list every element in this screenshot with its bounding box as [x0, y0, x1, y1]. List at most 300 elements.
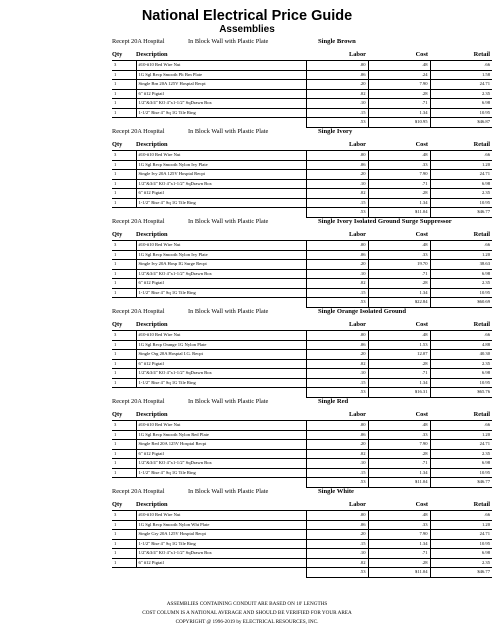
cell-qty: 1: [112, 530, 136, 540]
cell-qty: 1: [112, 558, 136, 568]
table-row: [112, 331, 492, 341]
cell-retail: .66: [430, 511, 492, 521]
section-header: [0, 216, 494, 227]
cell-retail: 24.71: [430, 530, 492, 540]
cell-labor: .06: [306, 340, 368, 350]
cell-description: 1G Sgl Recp Smooth Nylon Ivy Plate: [136, 160, 306, 170]
section-header: [0, 36, 494, 47]
cell-qty: 1: [112, 430, 136, 440]
total-labor: .53: [306, 118, 368, 128]
cell-cost: .28: [368, 89, 430, 99]
cell-retail: 6.98: [430, 549, 492, 559]
cell-labor: .02: [306, 449, 368, 459]
cell-retail: 10.95: [430, 108, 492, 118]
total-cost: $10.95: [368, 118, 430, 128]
table-row: [112, 108, 492, 118]
table-row: [112, 160, 492, 170]
section-header: [0, 486, 494, 497]
total-cost: $11.04: [368, 208, 430, 218]
total-labor: .53: [306, 478, 368, 488]
items-table: [112, 230, 492, 308]
cell-qty: 1: [112, 179, 136, 189]
cell-cost: .33: [368, 160, 430, 170]
cell-cost: .28: [368, 558, 430, 568]
cell-cost: .28: [368, 279, 430, 289]
col-header-retail: Retail: [430, 230, 492, 241]
cell-labor: .10: [306, 459, 368, 469]
total-retail: $46.87: [430, 118, 492, 128]
table-row: [112, 260, 492, 270]
total-cost: $22.84: [368, 298, 430, 308]
cell-retail: 6.98: [430, 369, 492, 379]
cell-retail: 1.58: [430, 70, 492, 80]
cell-retail: 6.98: [430, 459, 492, 469]
col-header-cost: Cost: [368, 50, 430, 61]
cell-labor: .20: [306, 170, 368, 180]
cell-retail: 1.20: [430, 520, 492, 530]
cell-description: 1/2"&3/4" KO 4"x1-1/2" SqDrawn Box: [136, 459, 306, 469]
col-header-cost: Cost: [368, 320, 430, 331]
cell-qty: 1: [112, 89, 136, 99]
cell-retail: 6.98: [430, 99, 492, 109]
cell-labor: .02: [306, 558, 368, 568]
table-header-row: [112, 140, 492, 151]
cell-cost: 12.07: [368, 350, 430, 360]
col-header-cost: Cost: [368, 500, 430, 511]
cell-qty: 1: [112, 468, 136, 478]
cell-labor: .00: [306, 241, 368, 251]
cell-retail: 2.35: [430, 558, 492, 568]
cell-qty: 1: [112, 340, 136, 350]
cell-description: 1G Sgl Recp Smooth Nylon Wht Plate: [136, 520, 306, 530]
cell-qty: 1: [112, 350, 136, 360]
cell-qty: 1: [112, 449, 136, 459]
total-retail: $65.76: [430, 388, 492, 398]
cell-qty: 1: [112, 108, 136, 118]
cell-retail: 6.98: [430, 179, 492, 189]
col-header-qty: Qty: [112, 230, 136, 241]
table-row: [112, 279, 492, 289]
total-cost: $11.04: [368, 568, 430, 578]
table-row: [112, 241, 492, 251]
section-variant: Single Brown: [318, 38, 356, 45]
cell-description: #10-#10 Red Wire Nut: [136, 241, 306, 251]
page-title: National Electrical Price Guide: [141, 8, 353, 24]
section-wall-type: In Block Wall with Plastic Plate: [188, 38, 269, 45]
cell-labor: .02: [306, 359, 368, 369]
cell-cost: .48: [368, 151, 430, 161]
col-header-description: Description: [136, 320, 306, 331]
cell-qty: 3: [112, 151, 136, 161]
cell-labor: .20: [306, 440, 368, 450]
cell-description: #10-#10 Red Wire Nut: [136, 511, 306, 521]
cell-description: #10-#10 Red Wire Nut: [136, 421, 306, 431]
cell-labor: .15: [306, 378, 368, 388]
cell-labor: .06: [306, 430, 368, 440]
cell-cost: 7.90: [368, 170, 430, 180]
cell-retail: 10.95: [430, 468, 492, 478]
col-header-description: Description: [136, 50, 306, 61]
table-row: [112, 151, 492, 161]
cell-description: Single Ivy 20A 125V Hosptal Recpt: [136, 170, 306, 180]
cell-qty: 1: [112, 250, 136, 260]
table-row: [112, 440, 492, 450]
assembly-sections: [0, 36, 494, 576]
items-table: [112, 50, 492, 128]
cell-retail: 6.98: [430, 269, 492, 279]
cell-cost: .48: [368, 241, 430, 251]
section-name: Recept 20A Hospital: [112, 38, 165, 45]
cell-qty: 1: [112, 269, 136, 279]
cell-retail: 24.71: [430, 440, 492, 450]
cell-qty: 1: [112, 459, 136, 469]
cell-cost: .48: [368, 331, 430, 341]
cell-retail: .66: [430, 151, 492, 161]
col-header-retail: Retail: [430, 500, 492, 511]
cell-cost: 1.34: [368, 288, 430, 298]
cell-retail: 1.20: [430, 160, 492, 170]
table-header-row: [112, 320, 492, 331]
cell-cost: 19.70: [368, 260, 430, 270]
cell-retail: 2.35: [430, 189, 492, 199]
cell-retail: .66: [430, 331, 492, 341]
cell-labor: .02: [306, 279, 368, 289]
cell-labor: .15: [306, 198, 368, 208]
cell-description: 1-1/2" Rise 4" Sq 1G Tile Ring: [136, 198, 306, 208]
cell-cost: .48: [368, 511, 430, 521]
total-row: [112, 568, 492, 578]
col-header-qty: Qty: [112, 50, 136, 61]
assembly-section: [0, 126, 494, 216]
section-variant: Single Orange Isolated Ground: [318, 308, 406, 315]
cell-description: 1G Sgl Recp Smooth Nylon Red Plate: [136, 430, 306, 440]
cell-description: 6" #12 Pigtail: [136, 449, 306, 459]
cell-cost: .71: [368, 369, 430, 379]
section-name: Recept 20A Hospital: [112, 398, 165, 405]
cell-description: 1/2"&3/4" KO 4"x1-1/2" SqDrawn Box: [136, 179, 306, 189]
table-row: [112, 80, 492, 90]
table-row: [112, 549, 492, 559]
cell-description: 1G Sgl Recp Smooth Plt Brn Plate: [136, 70, 306, 80]
section-header: [0, 306, 494, 317]
cell-labor: .00: [306, 151, 368, 161]
section-name: Recept 20A Hospital: [112, 308, 165, 315]
cell-retail: .66: [430, 241, 492, 251]
cell-labor: .20: [306, 530, 368, 540]
cell-qty: 1: [112, 539, 136, 549]
cell-qty: 3: [112, 241, 136, 251]
table-header-row: [112, 410, 492, 421]
cell-description: Single Brn 20A 125V Hosptal Recpt: [136, 80, 306, 90]
cell-retail: 10.95: [430, 378, 492, 388]
section-wall-type: In Block Wall with Plastic Plate: [188, 398, 269, 405]
col-header-cost: Cost: [368, 230, 430, 241]
section-name: Recept 20A Hospital: [112, 218, 165, 225]
col-header-retail: Retail: [430, 140, 492, 151]
cell-description: 1-1/2" Rise 4" Sq 1G Tile Ring: [136, 108, 306, 118]
cell-qty: 1: [112, 369, 136, 379]
cell-retail: .66: [430, 61, 492, 71]
cell-cost: .48: [368, 61, 430, 71]
table-row: [112, 269, 492, 279]
cell-labor: .15: [306, 468, 368, 478]
cell-retail: 2.35: [430, 359, 492, 369]
col-header-retail: Retail: [430, 320, 492, 331]
cell-cost: .28: [368, 359, 430, 369]
cell-qty: 1: [112, 160, 136, 170]
cell-retail: 2.35: [430, 449, 492, 459]
col-header-description: Description: [136, 230, 306, 241]
assembly-section: [0, 396, 494, 486]
cell-description: 1/2"&3/4" KO 4"x1-1/2" SqDrawn Box: [136, 99, 306, 109]
cell-qty: 1: [112, 440, 136, 450]
col-header-qty: Qty: [112, 320, 136, 331]
cell-qty: 3: [112, 331, 136, 341]
table-row: [112, 558, 492, 568]
total-retail: $46.77: [430, 208, 492, 218]
cell-qty: 1: [112, 99, 136, 109]
cell-qty: 3: [112, 61, 136, 71]
cell-qty: 1: [112, 260, 136, 270]
section-variant: Single Red: [318, 398, 349, 405]
assembly-section: [0, 486, 494, 576]
footer-line-cost-note: COST COLUMN IS A NATIONAL AVERAGE AND SHOULD BE VERIFIED FOR YOUR AREA: [142, 610, 352, 616]
table-row: [112, 520, 492, 530]
total-labor: .53: [306, 298, 368, 308]
cell-cost: .28: [368, 189, 430, 199]
table-row: [112, 459, 492, 469]
table-row: [112, 530, 492, 540]
total-labor: .53: [306, 208, 368, 218]
table-header-row: [112, 230, 492, 241]
cell-labor: .20: [306, 80, 368, 90]
cell-description: #10-#10 Red Wire Nut: [136, 61, 306, 71]
cell-cost: 1.34: [368, 468, 430, 478]
cell-labor: .00: [306, 511, 368, 521]
col-header-labor: Labor: [306, 230, 368, 241]
cell-qty: 3: [112, 511, 136, 521]
table-row: [112, 359, 492, 369]
col-header-labor: Labor: [306, 410, 368, 421]
table-row: [112, 350, 492, 360]
cell-labor: .06: [306, 250, 368, 260]
cell-cost: 1.34: [368, 378, 430, 388]
cell-cost: 1.53: [368, 340, 430, 350]
cell-cost: .71: [368, 99, 430, 109]
cell-cost: .48: [368, 421, 430, 431]
table-row: [112, 468, 492, 478]
cell-retail: .66: [430, 421, 492, 431]
cell-cost: 1.34: [368, 198, 430, 208]
cell-description: 1-1/2" Rise 4" Sq 1G Tile Ring: [136, 468, 306, 478]
cell-qty: 1: [112, 549, 136, 559]
table-row: [112, 250, 492, 260]
table-row: [112, 198, 492, 208]
cell-description: 1/2"&3/4" KO 4"x1-1/2" SqDrawn Box: [136, 369, 306, 379]
section-variant: Single Ivory Isolated Ground Surge Suppressor: [318, 218, 452, 225]
table-row: [112, 61, 492, 71]
col-header-qty: Qty: [112, 140, 136, 151]
cell-labor: .06: [306, 520, 368, 530]
total-retail: $60.69: [430, 298, 492, 308]
cell-labor: .10: [306, 269, 368, 279]
section-name: Recept 20A Hospital: [112, 128, 165, 135]
cell-description: Single Gry 20A 125V Hosptal Recpt: [136, 530, 306, 540]
cell-retail: 1.20: [430, 430, 492, 440]
footer-line-conduit: ASSEMBLIES CONTAINING CONDUIT ARE BASED ON 10' LENGTHS: [166, 601, 328, 607]
assembly-section: [0, 306, 494, 396]
cell-description: 6" #12 Pigtail: [136, 558, 306, 568]
cell-qty: 1: [112, 288, 136, 298]
cell-cost: .71: [368, 549, 430, 559]
cell-retail: 2.35: [430, 89, 492, 99]
section-header: [0, 126, 494, 137]
cell-cost: .33: [368, 430, 430, 440]
col-header-labor: Labor: [306, 50, 368, 61]
col-header-retail: Retail: [430, 410, 492, 421]
table-row: [112, 170, 492, 180]
cell-description: #10-#10 Red Wire Nut: [136, 331, 306, 341]
cell-description: 1/2"&3/4" KO 4"x1-1/2" SqDrawn Box: [136, 549, 306, 559]
cell-description: 1G Sgl Recp Orange 1G Nylon Plate: [136, 340, 306, 350]
cell-description: 1/2"&3/4" KO 4"x1-1/2" SqDrawn Box: [136, 269, 306, 279]
cell-labor: .10: [306, 99, 368, 109]
col-header-retail: Retail: [430, 50, 492, 61]
table-row: [112, 340, 492, 350]
col-header-labor: Labor: [306, 500, 368, 511]
table-row: [112, 421, 492, 431]
col-header-description: Description: [136, 140, 306, 151]
cell-cost: 1.34: [368, 108, 430, 118]
cell-description: 6" #12 Pigtail: [136, 279, 306, 289]
cell-description: #10-#10 Red Wire Nut: [136, 151, 306, 161]
cell-labor: .06: [306, 160, 368, 170]
section-header: [0, 396, 494, 407]
col-header-description: Description: [136, 500, 306, 511]
cell-cost: 7.90: [368, 80, 430, 90]
cell-qty: 1: [112, 359, 136, 369]
section-variant: Single White: [318, 488, 354, 495]
cell-qty: 1: [112, 80, 136, 90]
cell-description: Single Ivy 20A Hosp IG Surge Recpt: [136, 260, 306, 270]
table-row: [112, 70, 492, 80]
cell-cost: .71: [368, 459, 430, 469]
cell-description: 1-1/2" Rise 4" Sq 1G Tile Ring: [136, 539, 306, 549]
cell-description: 6" #12 Pigtail: [136, 189, 306, 199]
total-cost: $11.04: [368, 478, 430, 488]
col-header-labor: Labor: [306, 140, 368, 151]
total-labor: .53: [306, 568, 368, 578]
cell-labor: .00: [306, 331, 368, 341]
cell-labor: .00: [306, 61, 368, 71]
table-row: [112, 539, 492, 549]
cell-retail: 40.30: [430, 350, 492, 360]
table-header-row: [112, 500, 492, 511]
cell-qty: 1: [112, 520, 136, 530]
table-row: [112, 369, 492, 379]
footer-line-copyright: COPYRIGHT @ 1996-2019 by ELECTRICAL RESOURCES, INC.: [175, 619, 319, 625]
assembly-section: [0, 216, 494, 306]
cell-labor: .00: [306, 421, 368, 431]
page-subtitle: Assemblies: [219, 24, 275, 35]
table-row: [112, 511, 492, 521]
total-retail: $46.77: [430, 568, 492, 578]
cell-cost: .33: [368, 520, 430, 530]
total-labor: .53: [306, 388, 368, 398]
table-header-row: [112, 50, 492, 61]
table-row: [112, 99, 492, 109]
cell-retail: 1.20: [430, 250, 492, 260]
cell-cost: .24: [368, 70, 430, 80]
cell-retail: 24.71: [430, 80, 492, 90]
cell-retail: 24.71: [430, 170, 492, 180]
cell-labor: .15: [306, 288, 368, 298]
cell-retail: 10.95: [430, 288, 492, 298]
cell-qty: 1: [112, 279, 136, 289]
cell-qty: 1: [112, 198, 136, 208]
table-row: [112, 189, 492, 199]
col-header-description: Description: [136, 410, 306, 421]
section-variant: Single Ivory: [318, 128, 353, 135]
items-table: [112, 140, 492, 218]
total-retail: $46.77: [430, 478, 492, 488]
cell-description: 6" #12 Pigtail: [136, 89, 306, 99]
cell-qty: 1: [112, 170, 136, 180]
cell-retail: 2.35: [430, 279, 492, 289]
cell-cost: .71: [368, 269, 430, 279]
cell-qty: 1: [112, 189, 136, 199]
cell-cost: 7.90: [368, 440, 430, 450]
cell-description: 1-1/2" Rise 4" Sq 1G Tile Ring: [136, 378, 306, 388]
col-header-qty: Qty: [112, 500, 136, 511]
items-table: [112, 320, 492, 398]
cell-retail: 10.95: [430, 198, 492, 208]
cell-cost: .33: [368, 250, 430, 260]
col-header-cost: Cost: [368, 410, 430, 421]
items-table: [112, 410, 492, 488]
cell-labor: .20: [306, 260, 368, 270]
table-row: [112, 288, 492, 298]
cell-description: Single Red 20A 125V Hosptal Recpt: [136, 440, 306, 450]
col-header-qty: Qty: [112, 410, 136, 421]
col-header-cost: Cost: [368, 140, 430, 151]
section-wall-type: In Block Wall with Plastic Plate: [188, 308, 269, 315]
cell-retail: 4.88: [430, 340, 492, 350]
assembly-section: [0, 36, 494, 126]
section-wall-type: In Block Wall with Plastic Plate: [188, 488, 269, 495]
cell-retail: 10.95: [430, 539, 492, 549]
cell-cost: 7.90: [368, 530, 430, 540]
cell-description: 1G Sgl Recp Smooth Nylon Ivy Plate: [136, 250, 306, 260]
cell-labor: .15: [306, 539, 368, 549]
table-row: [112, 179, 492, 189]
table-row: [112, 430, 492, 440]
cell-labor: .02: [306, 89, 368, 99]
cell-labor: .06: [306, 70, 368, 80]
table-row: [112, 89, 492, 99]
cell-cost: .28: [368, 449, 430, 459]
cell-qty: 1: [112, 378, 136, 388]
cell-labor: .10: [306, 179, 368, 189]
cell-labor: .15: [306, 108, 368, 118]
cell-description: 6" #12 Pigtail: [136, 359, 306, 369]
cell-labor: .20: [306, 350, 368, 360]
section-name: Recept 20A Hospital: [112, 488, 165, 495]
cell-cost: 1.34: [368, 539, 430, 549]
cell-qty: 3: [112, 421, 136, 431]
col-header-labor: Labor: [306, 320, 368, 331]
total-cost: $16.31: [368, 388, 430, 398]
